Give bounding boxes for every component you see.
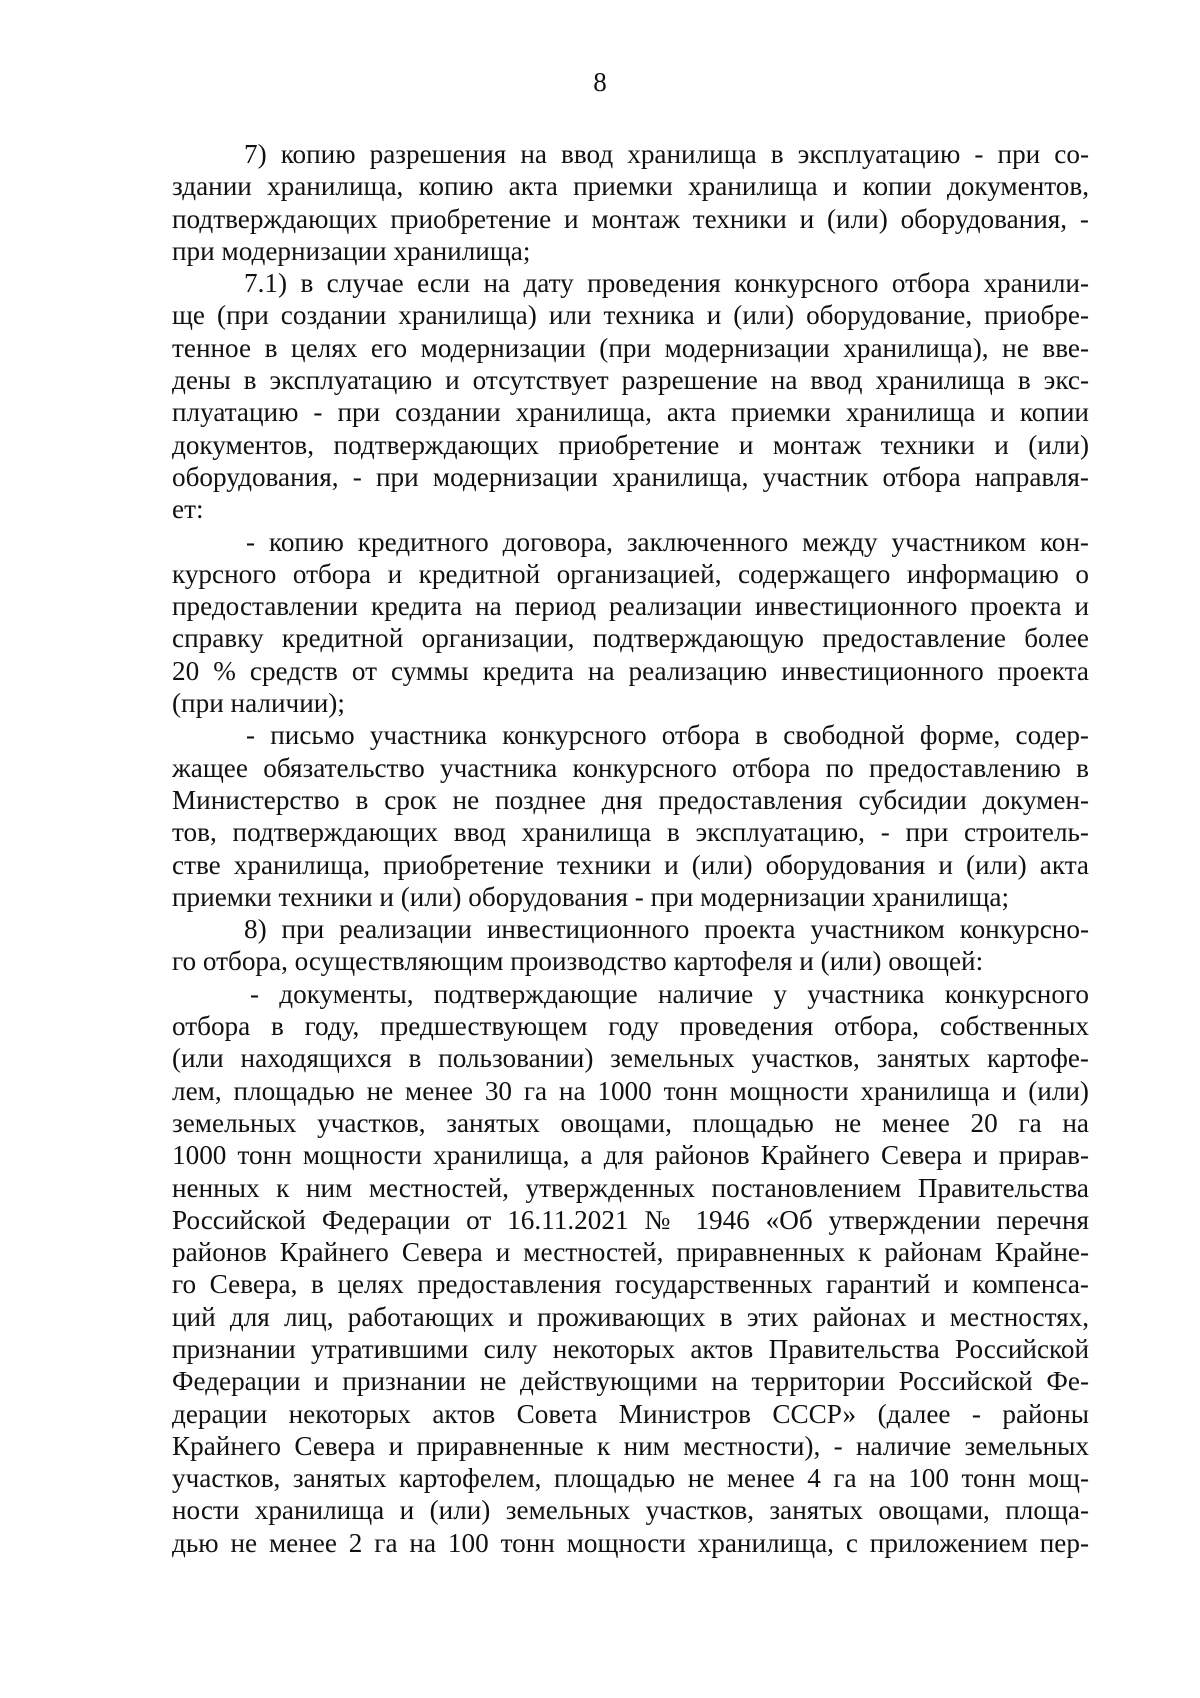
text-line: здании хранилища, копию акта приемки хранилища и копии документов, (172, 171, 1089, 202)
text-line: отбора в году, предшествующем году проведения отбора, собственных (172, 1011, 1089, 1042)
text-line: Министерство в срок не позднее дня предоставления субсидии докумен- (172, 784, 1089, 815)
text-line: го Севера, в целях предоставления государственных гарантий и компенса- (172, 1269, 1089, 1300)
text-line: Федерации и признании не действующими на территории Российской Фе- (172, 1366, 1089, 1397)
text-line: 7.1) в случае если на дату проведения конкурсного отбора хранили- (244, 268, 1089, 299)
text-line: (или находящихся в пользовании) земельных участков, занятых картофе- (172, 1043, 1089, 1074)
text-line: дью не менее 2 га на 100 тонн мощности хранилища, с приложением пер- (172, 1527, 1089, 1558)
text-line: тенное в целях его модернизации (при модернизации хранилища), не вве- (172, 332, 1089, 363)
text-line: 8) при реализации инвестиционного проекта участником конкурсно- (244, 914, 1089, 945)
text-line: ет: (172, 494, 204, 525)
text-line: - письмо участника конкурсного отбора в свободной форме, содер- (246, 720, 1089, 751)
text-line: оборудования, - при модернизации хранилища, участник отбора направля- (172, 461, 1089, 492)
text-line: Российской Федерации от 16.11.2021 № 1946 «Об утверждении перечня (172, 1204, 1089, 1235)
text-line: - документы, подтверждающие наличие у участника конкурсного (250, 978, 1089, 1009)
text-line: курсного отбора и кредитной организацией, содержащего информацию о (172, 558, 1089, 589)
document-body (172, 138, 1089, 1559)
text-line: признании утратившими силу некоторых актов Правительства Российской (172, 1333, 1089, 1364)
text-line: дены в эксплуатацию и отсутствует разрешение на ввод хранилища в экс- (172, 365, 1089, 396)
text-line: справку кредитной организации, подтверждающую предоставление более (172, 623, 1089, 654)
text-line: районов Крайнего Севера и местностей, приравненных к районам Крайне- (172, 1237, 1089, 1268)
text-line: подтверждающих приобретение и монтаж техники и (или) оборудования, - (172, 203, 1089, 234)
text-line: участков, занятых картофелем, площадью не менее 4 га на 100 тонн мощ- (172, 1463, 1089, 1494)
text-line: документов, подтверждающих приобретение и монтаж техники и (или) (172, 429, 1089, 460)
text-line: ций для лиц, работающих и проживающих в этих районах и местностях, (172, 1301, 1089, 1332)
text-line: ще (при создании хранилища) или техника и (или) оборудование, приобре- (172, 300, 1089, 331)
text-line: (при наличии); (172, 688, 345, 719)
text-line: приемки техники и (или) оборудования - при модернизации хранилища; (172, 881, 1010, 912)
page-number: 8 (593, 67, 607, 97)
text-line: предоставлении кредита на период реализации инвестиционного проекта и (172, 591, 1089, 622)
text-line: плуатацию - при создании хранилища, акта приемки хранилища и копии (172, 397, 1089, 428)
text-line: тов, подтверждающих ввод хранилища в эксплуатацию, - при строитель- (172, 817, 1089, 848)
text-line: дерации некоторых актов Совета Министров СССР» (далее - районы (172, 1398, 1089, 1429)
text-line: жащее обязательство участника конкурсного отбора по предоставлению в (172, 752, 1089, 783)
text-line: го отбора, осуществляющим производство картофеля и (или) овощей: (172, 946, 984, 977)
text-line: 7) копию разрешения на ввод хранилища в эксплуатацию - при со- (244, 139, 1089, 169)
text-line: ненных к ним местностей, утвержденных постановлением Правительства (172, 1172, 1089, 1203)
text-line: ности хранилища и (или) земельных участков, занятых овощами, площа- (172, 1495, 1089, 1526)
text-line: стве хранилища, приобретение техники и (или) оборудования и (или) акта (172, 849, 1089, 880)
text-line: при модернизации хранилища; (172, 235, 531, 266)
text-line: 1000 тонн мощности хранилища, а для районов Крайнего Севера и прирав- (172, 1140, 1089, 1171)
text-line: Крайнего Севера и приравненные к ним местности), - наличие земельных (172, 1430, 1089, 1461)
text-line: - копию кредитного договора, заключенного между участником кон- (246, 526, 1089, 557)
text-line: земельных участков, занятых овощами, площадью не менее 20 га на (172, 1107, 1089, 1138)
text-line: 20 % средств от суммы кредита на реализацию инвестиционного проекта (172, 655, 1089, 686)
text-line: лем, площадью не менее 30 га на 1000 тонн мощности хранилища и (или) (172, 1075, 1089, 1106)
